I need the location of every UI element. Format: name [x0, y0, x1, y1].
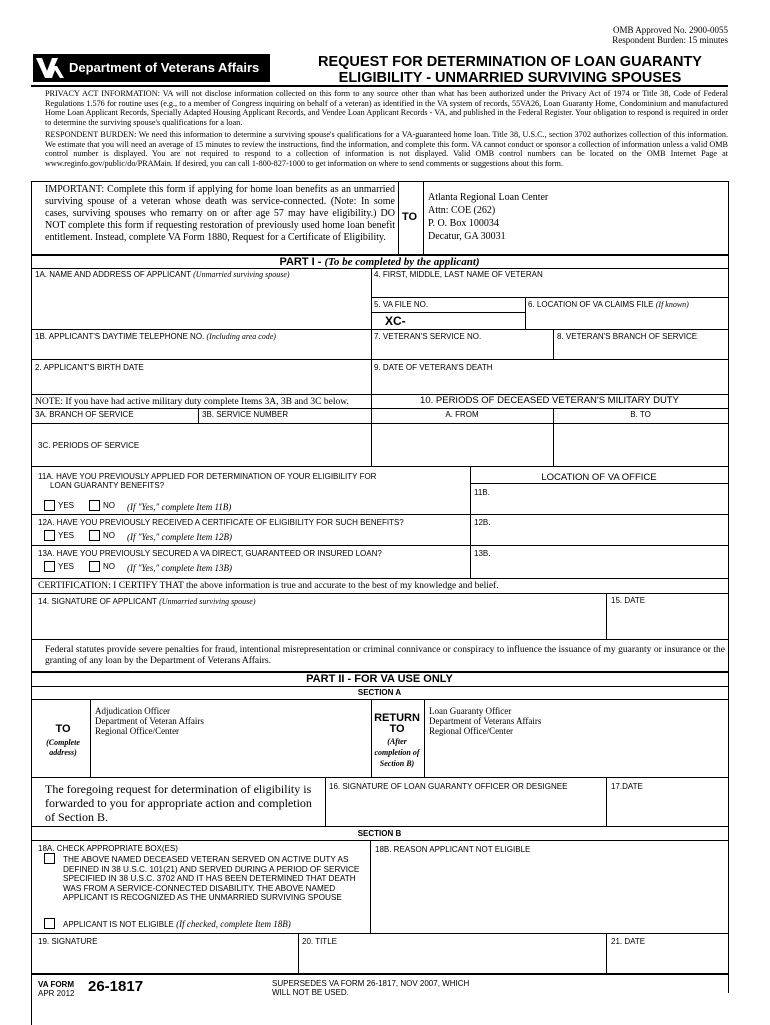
eligible-checkbox[interactable] [44, 853, 55, 864]
applicant-phone-input[interactable] [34, 342, 368, 358]
field-2-label: 2. APPLICANT'S BIRTH DATE [35, 363, 144, 372]
location-11b-input[interactable] [495, 486, 725, 511]
field-11a-label-line1: 11A. HAVE YOU PREVIOUSLY APPLIED FOR DETERMINATION OF YOUR ELIGIBILITY FOR [38, 472, 377, 481]
certification-statement: CERTIFICATION: I CERTIFY THAT the above information is true and accurate to the best of my knowledge and belief. [38, 581, 499, 591]
footer-form-number: 26-1817 [88, 978, 144, 995]
location-13b-input[interactable] [495, 547, 725, 577]
periods-of-service-input[interactable] [34, 451, 368, 464]
loan-guaranty-line1: Loan Guaranty Officer [429, 706, 512, 716]
to-address-line1: Atlanta Regional Loan Center [428, 192, 549, 203]
part2-to-sub2: address) [49, 748, 77, 757]
adjudication-line2: Department of Veteran Affairs [95, 716, 204, 726]
part2-to-sub1: (Complete [46, 738, 80, 747]
field-4-label: 4. FIRST, MIDDLE, LAST NAME OF VETERAN [374, 270, 543, 279]
duty-from-input[interactable] [374, 424, 550, 464]
applicant-birth-date-input[interactable] [34, 373, 368, 393]
duty-to-input[interactable] [556, 424, 726, 464]
field-3c-label: 3C. PERIODS OF SERVICE [38, 441, 140, 450]
signature-19-input[interactable] [34, 947, 294, 971]
important-notice: IMPORTANT: Complete this form if applying for home loan benefits as an unmarried surviving spouse of a veteran whose death was service-connected. (Note: In some cases, surviving spouses who remarry on or after age 57 may have eligibility.) DO NOT complete this form if requesting restoration of previously used home loan benefit entitlement. Instead, complete VA Form 1880, Request for a Certificate of Eligibility. [45, 184, 395, 243]
to-label: TO [402, 211, 418, 223]
field-5-label: 5. VA FILE NO. [374, 300, 429, 309]
no-11a-checkbox[interactable] [89, 500, 100, 511]
field-11b-label: 11B. [474, 488, 490, 497]
not-eligible-checkbox[interactable] [44, 918, 55, 929]
section-a-header: SECTION A [357, 688, 402, 697]
if-yes-12b-note: (If "Yes," complete Item 12B) [127, 532, 232, 542]
loan-guaranty-line2: Department of Veterans Affairs [429, 716, 542, 726]
field-15-label: 15. DATE [611, 596, 646, 605]
applicant-signature-input[interactable] [34, 607, 602, 637]
no-12a-checkbox[interactable] [89, 530, 100, 541]
field-14-label: 14. SIGNATURE OF APPLICANT (Unmarried surviving spouse) [38, 597, 256, 606]
respondent-burden: Respondent Burden: 15 minutes [612, 35, 728, 45]
yes-13a-label: YES [58, 562, 75, 571]
field-1b-label: 1B. APPLICANT'S DAYTIME TELEPHONE NO. (Including area code) [35, 332, 276, 341]
location-of-va-office-header: LOCATION OF VA OFFICE [541, 472, 657, 483]
section-b-header: SECTION B [357, 829, 402, 838]
va-seal-icon [35, 56, 65, 80]
adjudication-address-input[interactable] [94, 738, 368, 774]
return-to-label-line2: TO [389, 723, 405, 735]
branch-service-number-input[interactable] [34, 424, 368, 436]
not-eligible-reason-input[interactable] [375, 856, 725, 930]
if-yes-13b-note: (If "Yes," complete Item 13B) [127, 563, 232, 573]
field-10b-label: B. TO [630, 410, 651, 419]
no-12a-label: NO [103, 531, 115, 540]
return-to-label-line1: RETURN [374, 712, 420, 724]
loan-officer-date-input[interactable] [610, 793, 725, 823]
adjudication-line1: Adjudication Officer [95, 706, 171, 716]
no-13a-checkbox[interactable] [89, 561, 100, 572]
claims-file-location-input[interactable] [528, 311, 724, 328]
omb-number: OMB Approved No. 2900-0055 [613, 25, 728, 35]
field-16-label: 16. SIGNATURE OF LOAN GUARANTY OFFICER OR DESIGNEE [329, 782, 568, 791]
part2-title: PART II - FOR VA USE ONLY [306, 673, 453, 685]
loan-guaranty-line3: Regional Office/Center [429, 726, 514, 736]
veteran-branch-input[interactable] [557, 342, 725, 358]
yes-13a-checkbox[interactable] [44, 561, 55, 572]
not-eligible-label: APPLICANT IS NOT ELIGIBLE (If checked, complete Item 18B) [63, 919, 291, 929]
veteran-name-input[interactable] [374, 280, 724, 296]
return-sub1: (After [387, 737, 407, 746]
field-3b-label: 3B. SERVICE NUMBER [202, 410, 289, 419]
field-13a-label: 13A. HAVE YOU PREVIOUSLY SECURED A VA DIRECT, GUARANTEED OR INSURED LOAN? [38, 549, 382, 558]
applicant-name-address-input[interactable] [34, 280, 368, 328]
to-address-line3: P. O. Box 100034 [428, 218, 499, 229]
field-11a-label-line2: LOAN GUARANTY BENEFITS? [50, 481, 165, 490]
field-18b-label: 18B. REASON APPLICANT NOT ELIGIBLE [375, 845, 531, 854]
location-12b-input[interactable] [495, 516, 725, 544]
field-3a-label: 3A. BRANCH OF SERVICE [35, 410, 134, 419]
field-1a-label: 1A. NAME AND ADDRESS OF APPLICANT (Unmarried surviving spouse) [35, 270, 290, 279]
footer-date: APR 2012 [38, 989, 75, 998]
field-10a-label: A. FROM [445, 410, 479, 419]
eligible-statement: THE ABOVE NAMED DECEASED VETERAN SERVED ON ACTIVE DUTY AS DEFINED IN 38 U.S.C. 101(21) AND SERVED DURING A PERIOD OF SERVICE SPECIFIED IN 38 U.S.C. 3702 AND IT HAS BEEN DETERMINED THAT DEATH WAS FROM A SERVICE-CONNECTED DISABILITY. THE ABOVE NAMED APPLICANT IS RECOGNIZED AS THE UNMARRIED SURVIVING SPOUSE [63, 855, 360, 903]
field-6-label: 6. LOCATION OF VA CLAIMS FILE (If known) [528, 300, 689, 309]
to-address-line2: Attn: COE (262) [428, 205, 496, 216]
form-title-line1: REQUEST FOR DETERMINATION OF LOAN GUARANTY [318, 54, 702, 70]
return-sub2: completion of [374, 748, 420, 757]
field-10-label: 10. PERIODS OF DECEASED VETERAN'S MILITARY DUTY [420, 395, 679, 406]
title-20-input[interactable] [302, 947, 602, 971]
field-13b-label: 13B. [474, 549, 491, 558]
field-20-label: 20. TITLE [302, 937, 337, 946]
field-21-label: 21. DATE [611, 937, 646, 946]
part2-to-label: TO [55, 723, 71, 735]
va-logo-banner [33, 54, 270, 82]
footer-supersedes-line2: WILL NOT BE USED. [272, 988, 349, 997]
agency-name: Department of Veterans Affairs [69, 60, 260, 75]
yes-12a-checkbox[interactable] [44, 530, 55, 541]
footer-va-form: VA FORM [38, 980, 74, 989]
field-18a-label: 18A. CHECK APPROPRIATE BOX(ES) [38, 844, 178, 853]
no-13a-label: NO [103, 562, 115, 571]
va-file-number-input[interactable] [410, 314, 522, 328]
federal-penalty-statement: Federal statutes provide severe penalties for fraud, intentional misrepresentation or criminal connivance or conspiracy to influence the issuance of my guaranty or insurance or the granting of any loan by the Department of Veterans Affairs. [45, 645, 725, 666]
field-12a-label: 12A. HAVE YOU PREVIOUSLY RECEIVED A CERTIFICATE OF ELIGIBILITY FOR SUCH BENEFITS? [38, 518, 404, 527]
privacy-act-notice: PRIVACY ACT INFORMATION: VA will not disclose information collected on this form to any source other than what has been authorized under the Privacy Act of 1974 or Title 38, Code of Federal Regulations 1.576 for routine uses (e.g., to a member of Congress inquiring on behalf of a veteran) as identified in the VA system of records, 55VA26, Loan Guaranty Home, Condominium and manufactured Home Loan Applicant Records, Specially Adapted Housing Applicant Records, and Vendee Loan Applicant Records - VA, and published in the Federal Register. Your obligation to respond is required in order to determine the surviving spouse's qualifications for a loan. [45, 89, 728, 127]
applicant-sign-date-input[interactable] [610, 607, 725, 637]
return-sub3: Section B) [379, 759, 415, 768]
field-19-label: 19. SIGNATURE [38, 937, 98, 946]
yes-11a-label: YES [58, 501, 75, 510]
loan-guaranty-address-input[interactable] [428, 738, 725, 774]
part1-title: PART I - (To be completed by the applicant) [279, 256, 480, 268]
date-21-input[interactable] [610, 947, 725, 971]
field-9-label: 9. DATE OF VETERAN'S DEATH [374, 363, 493, 372]
adjudication-line3: Regional Office/Center [95, 726, 180, 736]
footer-supersedes-line1: SUPERSEDES VA FORM 26-1817, NOV 2007, WHICH [272, 979, 470, 988]
form-title-line2: ELIGIBILITY - UNMARRIED SURVIVING SPOUSES [338, 70, 682, 86]
yes-11a-checkbox[interactable] [44, 500, 55, 511]
field-7-label: 7. VETERAN'S SERVICE NO. [374, 332, 482, 341]
loan-officer-signature-input[interactable] [329, 793, 601, 823]
field-8-label: 8. VETERAN'S BRANCH OF SERVICE [557, 332, 698, 341]
if-yes-11b-note: (If "Yes," complete Item 11B) [127, 502, 232, 512]
forwarded-statement: The foregoing request for determination of eligibility is forwarded to you for appropriate action and completion of Section B. [45, 782, 312, 824]
veteran-death-date-input[interactable] [374, 373, 724, 393]
to-address-line4: Decatur, GA 30031 [428, 231, 506, 242]
military-duty-note: NOTE: If you have had active military duty complete Items 3A, 3B and 3C below. [35, 397, 349, 407]
field-12b-label: 12B. [474, 518, 491, 527]
field-17-label: 17.DATE [611, 782, 643, 791]
no-11a-label: NO [103, 501, 115, 510]
respondent-burden-notice: RESPONDENT BURDEN: We need this information to determine a surviving spouse's qualifications for a VA-guaranteed home loan. Title 38, U.S.C., section 3702 authorizes collection of this information. We estimate that you will need an average of 15 minutes to review the instructions, find the information, and complete this form. VA cannot conduct or sponsor a collection of information unless a valid OMB control number is displayed. You are not required to respond to a collection of information is not displayed. Valid OMB control numbers can be located on the OMB Internet Page at www.reginfo.gov/public/do/PRAMain. If desired, you can call 1-800-827-1000 to get information on where to send comments or suggestions about this form. [45, 130, 728, 168]
va-file-prefix: XC- [385, 314, 406, 328]
veteran-service-no-input[interactable] [374, 342, 550, 358]
yes-12a-label: YES [58, 531, 75, 540]
